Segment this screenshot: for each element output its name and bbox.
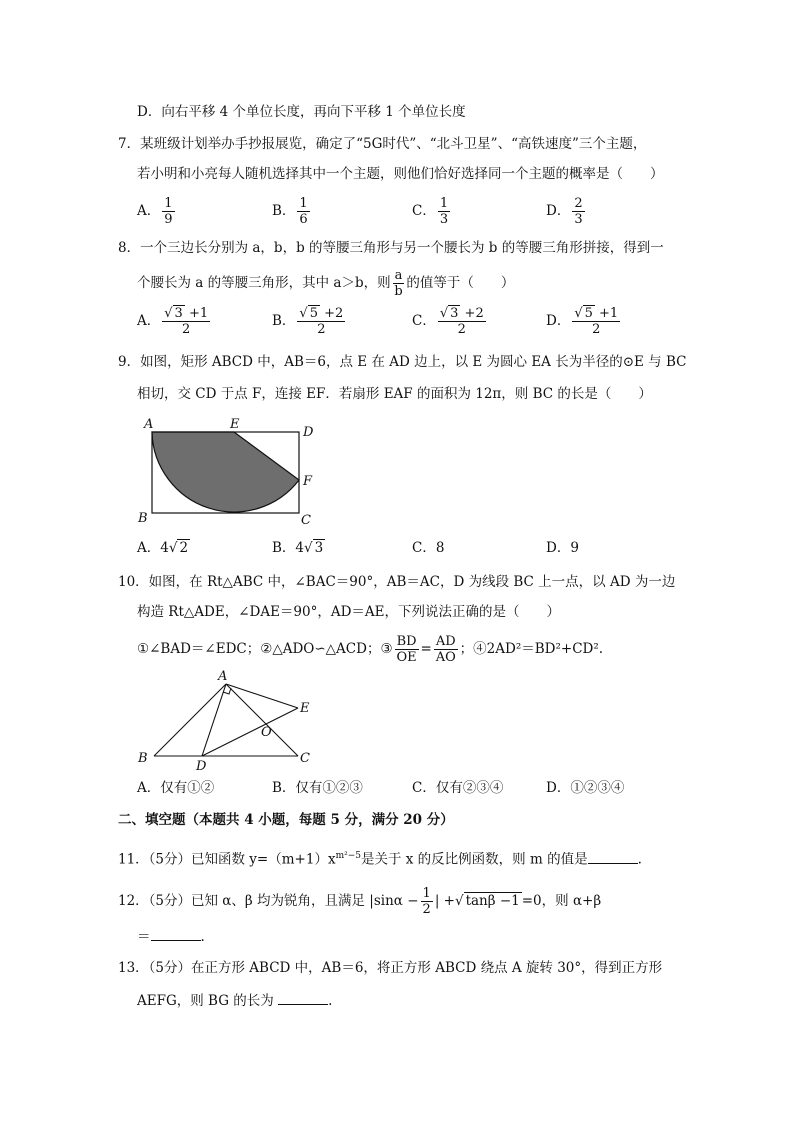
- q11-answer-blank[interactable]: [588, 849, 638, 864]
- q10-stem-line1: 10．如图，在 Rt△ABC 中，∠BAC＝90°，AB＝AC，D 为线段 BC 上一点，以 AD 为一边: [118, 574, 676, 590]
- q8-option-d: D． $\frac{√ 5 +1}{2}$: [546, 306, 619, 337]
- q10-option-a: A．仅有①②: [137, 780, 215, 796]
- q9-label-d: D: [303, 425, 314, 440]
- q10-option-d: D．①②③④: [546, 780, 625, 796]
- q10-option-c: C．仅有②③④: [412, 780, 504, 796]
- q6-option-d: D．向右平移 4 个单位长度，再向下平移 1 个单位长度: [137, 104, 466, 120]
- q10-label-a: A: [218, 669, 228, 684]
- q8-stem-line1: 8．一个三边长分别为 a，b，b 的等腰三角形与另一个腰长为 b 的等腰三角形拼接，得到一: [118, 240, 664, 256]
- q10-label-o: O: [261, 725, 272, 740]
- q7-option-d: D． $\frac{2}{3}$: [546, 196, 583, 227]
- q12-stem-line1: 12．（5分）已知 α、β 均为锐角，且满足 |sinα − $\frac{1}{2}$ | +√ tanβ −1 =0，则 α+β: [118, 886, 602, 917]
- q9-shaded-sector: [152, 432, 299, 512]
- q10-stem-line2: 构造 Rt△ADE，∠DAE＝90°，AD＝AE，下列说法正确的是（ ）: [137, 604, 561, 620]
- q8-option-c: C． $\frac{√ 3 +2}{2}$: [412, 306, 484, 337]
- q10-option-b: B．仅有①②③: [272, 780, 363, 796]
- q13-answer-blank[interactable]: [278, 990, 328, 1005]
- q9-label-b: B: [138, 511, 148, 526]
- q7-option-c: C． $\frac{1}{3}$: [412, 196, 449, 227]
- q13-stem-line2: AEFG，则 BG 的长为 .: [137, 990, 332, 1011]
- q11-stem: 11．（5分）已知函数 $y=(m+1)x^{m^2-5}$是关于 x 的反比例函数，则 m 的值是 .: [118, 846, 642, 870]
- section-2-heading: 二、填空题（本题共 4 小题，每题 5 分，满分 20 分）: [118, 812, 454, 828]
- q10-stem-line3: ①∠BAD＝∠EDC；②△ADO∽△ACD；③ $\frac{BD}{OE}$ = $\frac{AD}{AO}$ ；④2AD²＝BD²+CD².: [137, 634, 604, 665]
- q10-label-c: C: [300, 751, 310, 766]
- q9-label-e: E: [230, 417, 240, 432]
- q9-figure: [130, 412, 330, 530]
- q9-option-b: B．4√ 3: [272, 540, 324, 556]
- q8-stem-line2: 个腰长为 a 的等腰三角形，其中 a＞b，则 $\frac{a}{b}$ 的值等于（ ）: [137, 268, 515, 299]
- q7-stem-line1: 7．某班级计划举办手抄报展览，确定了“5G时代”、“北斗卫星”、“高铁速度”三个主题，: [118, 136, 647, 152]
- q9-label-c: C: [301, 513, 311, 528]
- q10-label-e: E: [300, 701, 310, 716]
- q9-option-c: C．8: [412, 540, 445, 556]
- q9-label-a: A: [144, 417, 154, 432]
- q8-option-a: A． $\frac{√ 3 +1}{2}$: [137, 306, 209, 337]
- q9-option-d: D．9: [546, 540, 579, 556]
- q12-answer-blank[interactable]: [151, 926, 201, 941]
- q9-label-f: F: [303, 474, 313, 489]
- q10-label-d: D: [196, 759, 207, 774]
- q9-option-a: A．4√ 2: [137, 540, 189, 556]
- q10-figure: [130, 664, 330, 774]
- q9-stem-line2: 相切，交 CD 于点 F，连接 EF．若扇形 EAF 的面积为 12π，则 BC 的长是（ ）: [137, 386, 652, 402]
- q13-stem-line1: 13．（5分）在正方形 ABCD 中，AB＝6，将正方形 ABCD 绕点 A 旋转 30°，得到正方形: [118, 960, 663, 976]
- q12-stem-line2: ＝ .: [137, 926, 205, 947]
- q7-option-a: A． $\frac{1}{9}$: [137, 196, 173, 227]
- q10-label-b: B: [138, 751, 148, 766]
- q7-stem-line2: 若小明和小亮每人随机选择其中一个主题，则他们恰好选择同一个主题的概率是（ ）: [137, 166, 664, 182]
- q7-option-b: B． $\frac{1}{6}$: [272, 196, 308, 227]
- q9-stem-line1: 9．如图，矩形 ABCD 中，AB＝6，点 E 在 AD 边上，以 E 为圆心 EA 长为半径的⊙E 与 BC: [118, 354, 687, 370]
- q8-option-b: B． $\frac{√ 5 +2}{2}$: [272, 306, 344, 337]
